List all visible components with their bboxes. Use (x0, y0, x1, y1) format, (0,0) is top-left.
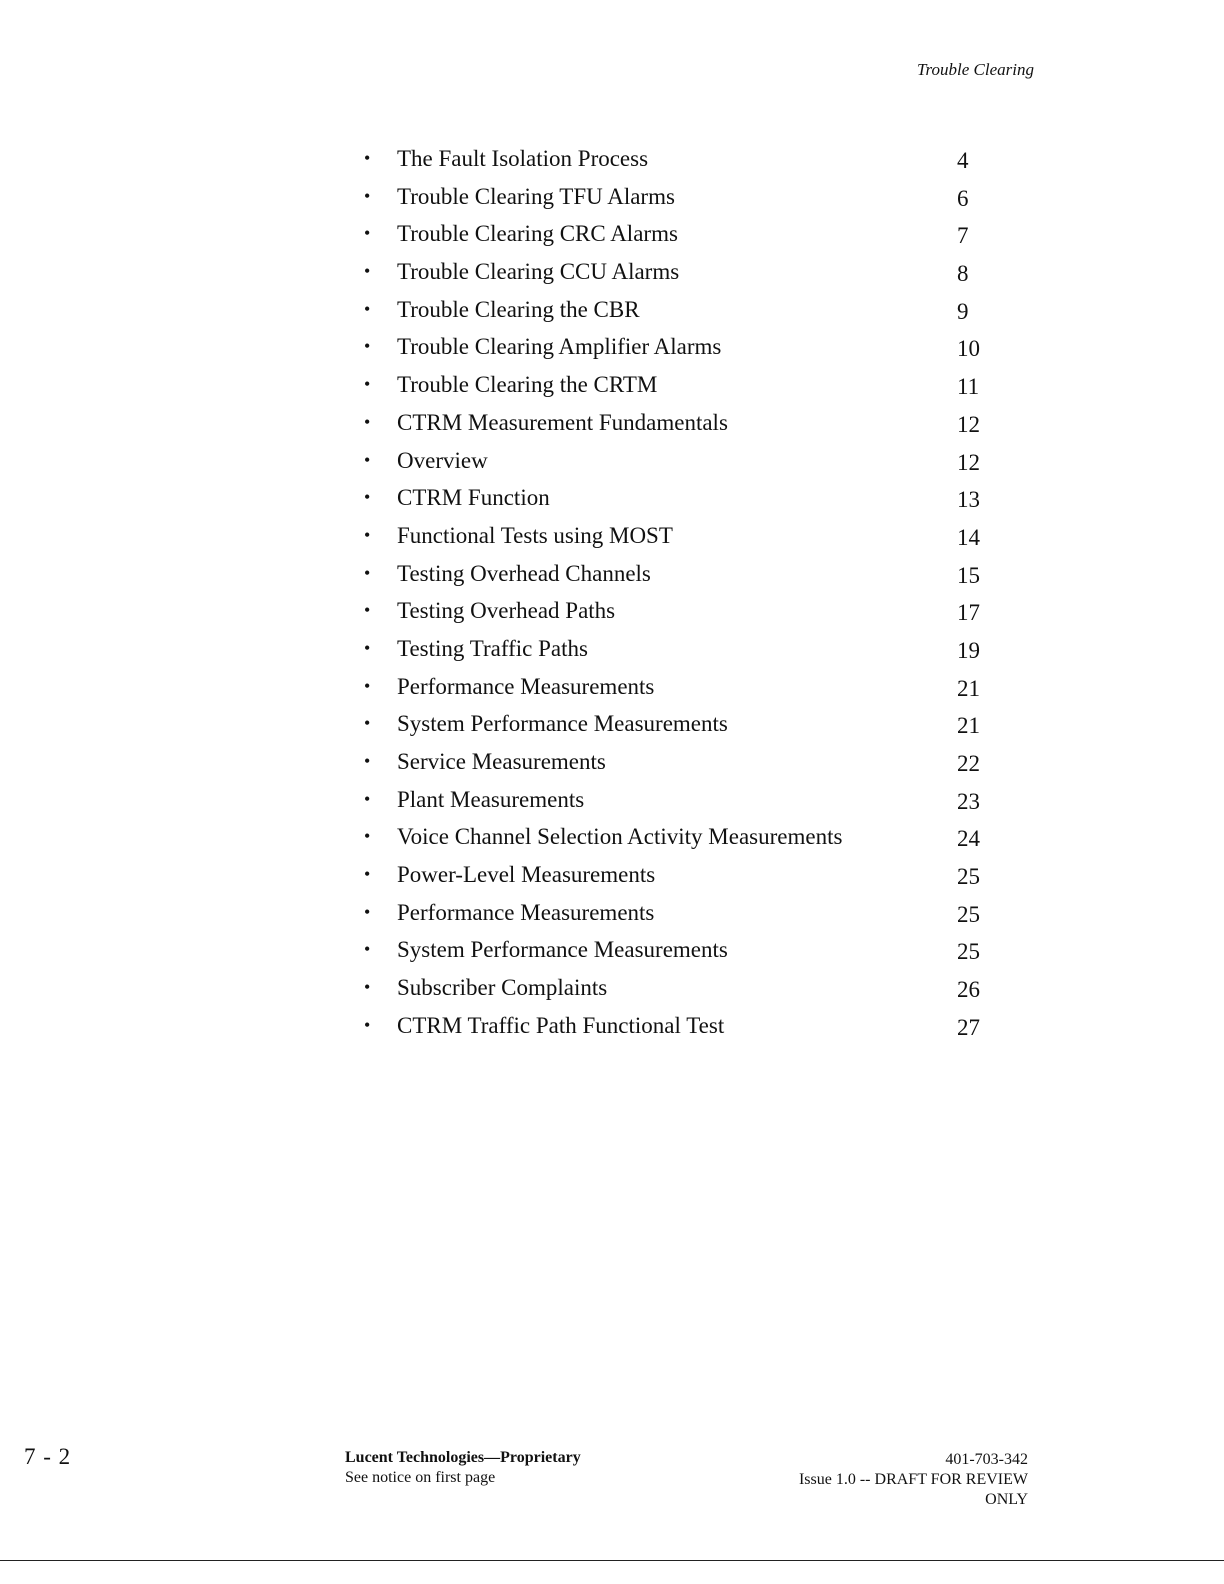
toc-item-page: 7 (957, 223, 969, 249)
toc-item-title: CTRM Measurement Fundamentals (397, 409, 728, 435)
toc-item-page: 21 (957, 675, 980, 701)
issue-status-continued: ONLY (985, 1491, 1028, 1508)
bullet-icon: • (364, 223, 371, 244)
toc-item-title: Plant Measurements (397, 786, 585, 812)
toc-item-page: 25 (957, 864, 980, 890)
toc-item-page: 8 (957, 261, 969, 287)
notice-text: See notice on first page (345, 1469, 496, 1486)
bullet-icon: • (364, 901, 371, 922)
toc-item[interactable] (360, 253, 1000, 291)
toc-item[interactable] (360, 592, 1000, 630)
bullet-icon: • (364, 637, 371, 658)
toc-item[interactable] (360, 366, 1000, 404)
toc-item[interactable] (360, 894, 1000, 932)
toc-item[interactable] (360, 856, 1000, 894)
bullet-icon: • (364, 261, 371, 282)
toc-item-title: Trouble Clearing TFU Alarms (397, 183, 675, 209)
toc-item-page: 21 (957, 713, 980, 739)
footer-document-info (799, 1450, 1028, 1510)
toc-item[interactable] (360, 555, 1000, 593)
toc-item-title: Trouble Clearing the CRTM (397, 372, 658, 398)
toc-item-title: System Performance Measurements (397, 711, 728, 737)
toc-item-page: 12 (957, 449, 980, 475)
toc-item-page: 12 (957, 411, 980, 437)
bullet-icon: • (364, 374, 371, 395)
bullet-icon: • (364, 788, 371, 809)
document-number: 401-703-342 (945, 1451, 1028, 1468)
bullet-icon: • (364, 826, 371, 847)
toc-item-title: Trouble Clearing the CBR (397, 296, 640, 322)
toc-item-title: Trouble Clearing Amplifier Alarms (397, 334, 722, 360)
bullet-icon: • (364, 411, 371, 432)
bullet-icon: • (364, 864, 371, 885)
running-header-title: Trouble Clearing (917, 60, 1034, 79)
toc-item[interactable] (360, 969, 1000, 1007)
toc-item[interactable] (360, 291, 1000, 329)
toc-item-title: The Fault Isolation Process (397, 146, 649, 171)
bullet-icon: • (364, 751, 371, 771)
toc-item-title: Trouble Clearing CCU Alarms (397, 259, 680, 285)
bullet-icon: • (364, 977, 371, 998)
toc-item[interactable] (360, 404, 1000, 442)
toc-item[interactable] (360, 630, 1000, 668)
toc-item-page: 11 (957, 374, 980, 400)
toc-item[interactable] (360, 818, 1000, 856)
toc-item[interactable] (360, 931, 1000, 969)
toc-item-title: Subscriber Complaints (397, 975, 608, 1001)
proprietary-label: Lucent Technologies—Proprietary (345, 1449, 581, 1466)
toc-item[interactable] (360, 178, 1000, 216)
toc-item-title: Trouble Clearing CRC Alarms (397, 221, 678, 247)
toc-item-title: Performance Measurements (397, 899, 655, 925)
toc-item-page: 23 (957, 788, 980, 814)
toc-item-title: Power-Level Measurements (397, 862, 656, 888)
toc-item-page: 14 (957, 524, 980, 550)
toc-item-page: 10 (957, 336, 980, 362)
toc-item-page: 25 (957, 901, 980, 927)
toc-item-page: 9 (957, 298, 969, 324)
toc-item-page: 4 (957, 148, 969, 173)
bullet-icon: • (364, 298, 371, 319)
bullet-icon: • (364, 600, 371, 621)
bullet-icon: • (364, 148, 371, 168)
bullet-icon: • (364, 1014, 371, 1035)
toc-item-page: 25 (957, 939, 980, 965)
bullet-icon: • (364, 713, 371, 734)
footer-divider (0, 1560, 1224, 1561)
toc-item-title: Voice Channel Selection Activity Measurements (397, 824, 843, 850)
page-number: 7 - 2 (24, 1444, 72, 1469)
toc-item[interactable] (360, 668, 1000, 706)
toc-item-title: Testing Overhead Channels (397, 560, 651, 586)
toc-item[interactable] (360, 517, 1000, 555)
toc-item-title: Testing Traffic Paths (397, 635, 588, 661)
bullet-icon: • (364, 449, 371, 470)
toc-item[interactable] (360, 215, 1000, 253)
bullet-icon: • (364, 524, 371, 545)
toc-item-title: CTRM Function (397, 485, 550, 511)
toc-item-title: Service Measurements (397, 749, 606, 774)
toc-item[interactable] (360, 328, 1000, 366)
toc-item[interactable] (360, 442, 1000, 480)
toc-item[interactable] (360, 140, 1000, 178)
toc-item-title: Overview (397, 447, 488, 473)
table-of-contents (360, 140, 1000, 1045)
toc-item-title: CTRM Traffic Path Functional Test (397, 1012, 725, 1038)
toc-item-title: Performance Measurements (397, 673, 655, 699)
bullet-icon: • (364, 939, 371, 960)
toc-item-page: 22 (957, 751, 980, 776)
bullet-icon: • (364, 675, 371, 696)
toc-item-title: System Performance Measurements (397, 937, 728, 963)
toc-item-page: 6 (957, 185, 969, 211)
toc-item-page: 13 (957, 487, 980, 513)
toc-item-page: 26 (957, 977, 980, 1003)
toc-item-title: Testing Overhead Paths (397, 598, 616, 624)
bullet-icon: • (364, 487, 371, 508)
toc-item-page: 19 (957, 637, 980, 663)
toc-item-page: 17 (957, 600, 980, 626)
toc-item[interactable] (360, 781, 1000, 819)
toc-item-page: 27 (957, 1014, 980, 1040)
toc-item-page: 15 (957, 562, 980, 588)
footer-proprietary-notice (345, 1448, 581, 1488)
bullet-icon: • (364, 185, 371, 206)
issue-status: Issue 1.0 -- DRAFT FOR REVIEW (798, 1471, 1028, 1488)
toc-item[interactable] (360, 743, 1000, 781)
toc-item[interactable] (360, 479, 1000, 517)
bullet-icon: • (364, 336, 371, 357)
bullet-icon: • (364, 562, 371, 583)
toc-item[interactable] (360, 1007, 1000, 1045)
toc-item-title: Functional Tests using MOST (397, 522, 673, 548)
toc-item-page: 24 (957, 826, 980, 852)
toc-item[interactable] (360, 705, 1000, 743)
